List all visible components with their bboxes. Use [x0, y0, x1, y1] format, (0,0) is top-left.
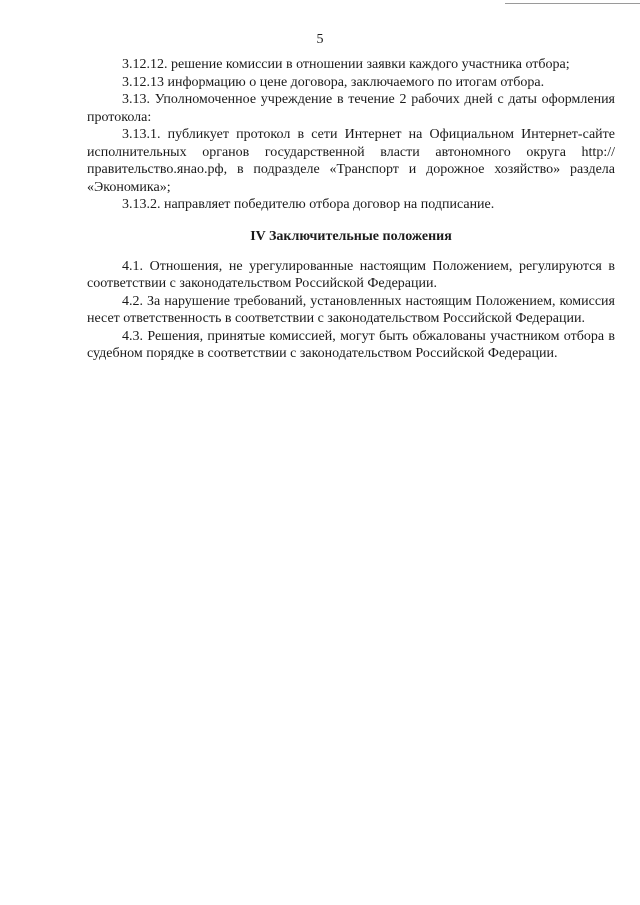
paragraph-3-12-12: 3.12.12. решение комиссии в отношении заявки каждого участника отбора;: [122, 57, 570, 72]
paragraph-4-3: 4.3. Решения, принятые комиссией, могут быть обжалованы участником отбора в судебном порядке в соответствии с законодательством Российской Федерации.: [87, 328, 615, 361]
section-title: IV Заключительные положения: [250, 228, 452, 244]
paragraph-3-12-13: 3.12.13 информацию о цене договора, заключаемого по итогам отбора.: [122, 74, 545, 90]
paragraph-3-13: 3.13. Уполномоченное учреждение в течение 2 рабочих дней с даты оформления протокола:: [87, 92, 615, 125]
paragraph-3-13-2: 3.13.2. направляет победителю отбора договор на подписание.: [122, 197, 495, 212]
scan-edge-line: [505, 3, 640, 4]
paragraph-4-1: 4.1. Отношения, не урегулированные настоящим Положением, регулируются в соответствии с законодательством Российской Федерации.: [87, 258, 615, 291]
page-number: 5: [316, 32, 324, 47]
document-body: [87, 56, 615, 363]
paragraph-4-2: 4.2. За нарушение требований, установленных настоящим Положением, комиссия несет ответственность в соответствии с законодательством Российской Федерации.: [87, 293, 615, 326]
paragraph-3-13-1: 3.13.1. публикует протокол в сети Интернет на Официальном Интернет-сайте исполнительных органов государственной власти автономного округа http://правительство.янао.рф, в подразделе «Транспорт и дорожное хозяйство» раздела «Экономика»;: [87, 127, 615, 195]
